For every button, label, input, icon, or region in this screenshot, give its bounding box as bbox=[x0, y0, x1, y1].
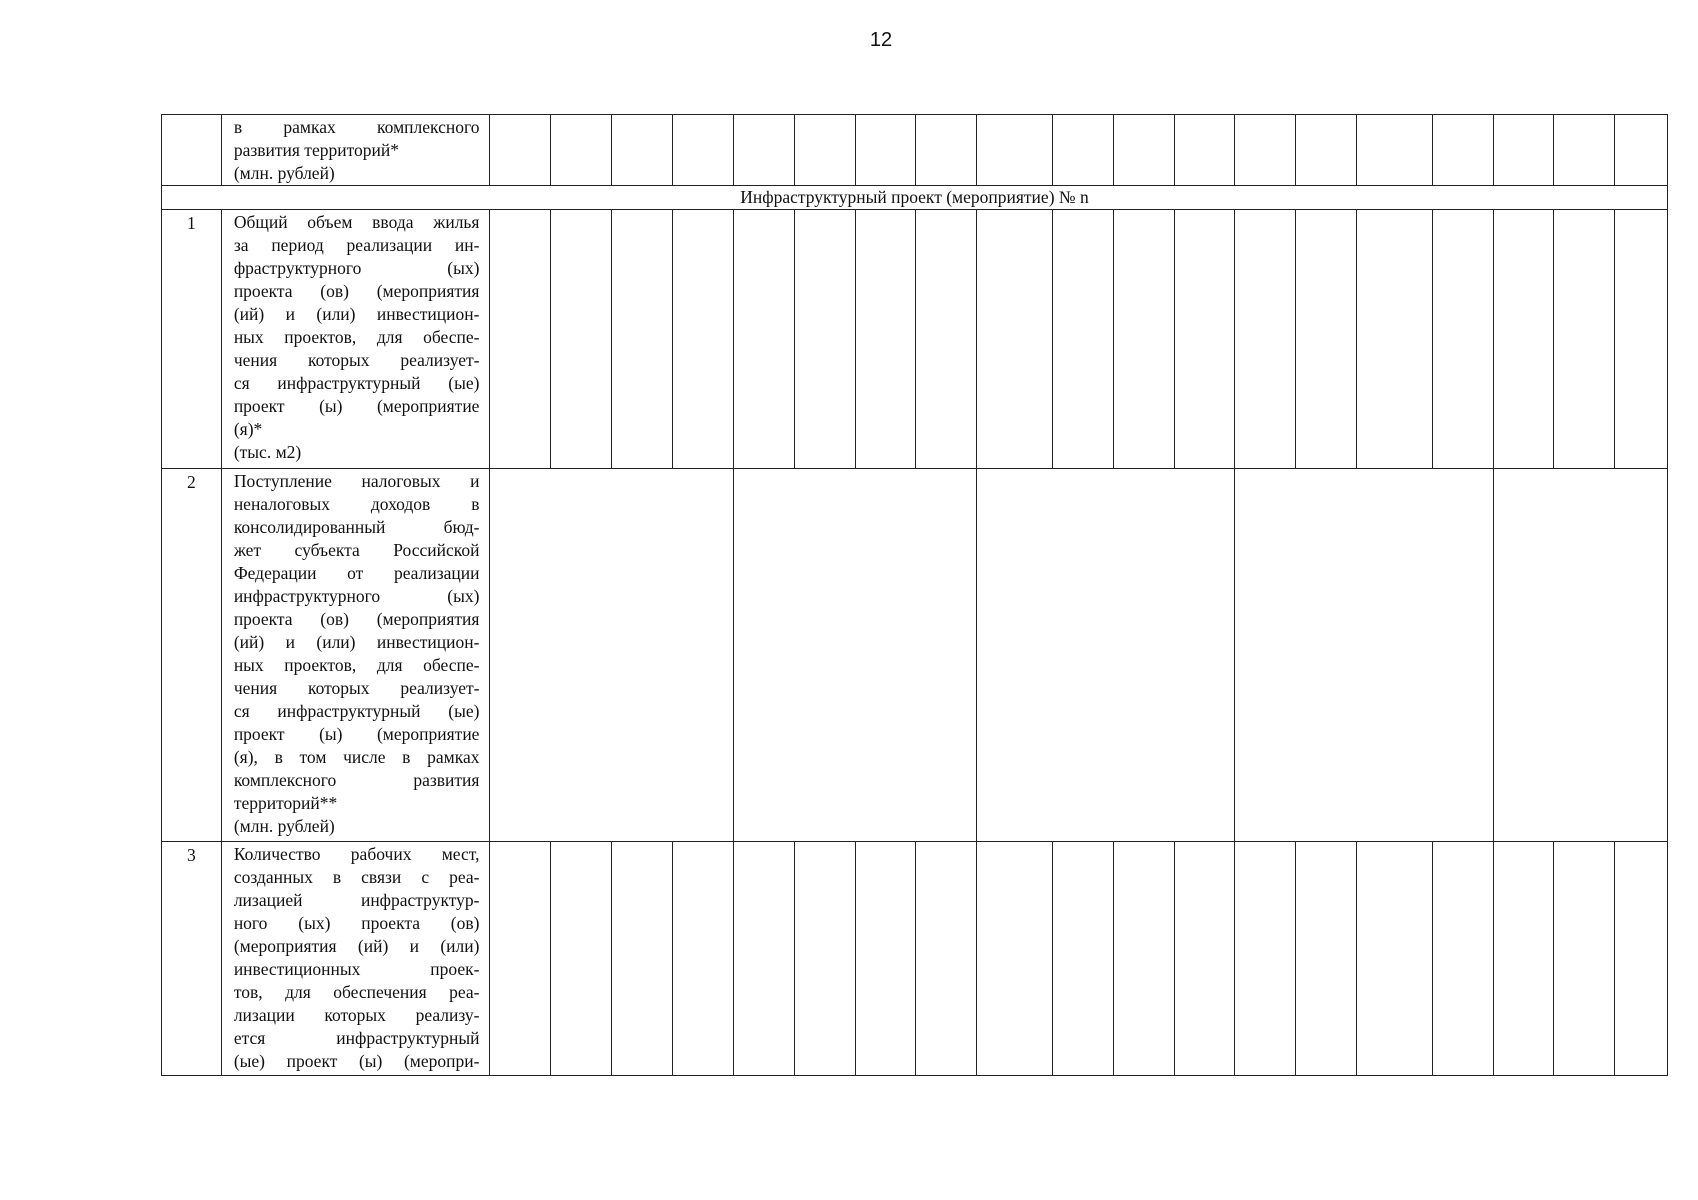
value-cell bbox=[794, 115, 855, 186]
row-label-line: (я), в том числе в рамках bbox=[233, 747, 480, 767]
value-cell bbox=[733, 842, 794, 1076]
value-cell bbox=[733, 210, 794, 469]
row-label-line: Федерации от реализации bbox=[233, 563, 480, 583]
value-cell bbox=[977, 842, 1053, 1076]
row-label bbox=[221, 842, 490, 1076]
value-cell bbox=[673, 210, 734, 469]
value-cell bbox=[855, 115, 916, 186]
row-label-line: созданных в связи с реа- bbox=[233, 867, 480, 887]
value-cell bbox=[1615, 115, 1668, 186]
row-label-line: инфраструктурного (ых) bbox=[233, 586, 480, 606]
row-label-line: Общий объем ввода жилья bbox=[233, 212, 480, 232]
row-label-line: в рамках комплексного bbox=[233, 117, 480, 137]
table-row bbox=[162, 469, 1668, 842]
value-cell bbox=[1493, 210, 1554, 469]
row-label-line: ся инфраструктурный (ые) bbox=[233, 701, 480, 721]
value-cell bbox=[612, 115, 673, 186]
value-cell bbox=[1554, 210, 1615, 469]
row-label-line: неналоговых доходов в bbox=[233, 494, 480, 514]
value-cell bbox=[1113, 842, 1174, 1076]
row-label-line: тов, для обеспечения реа- bbox=[233, 982, 480, 1002]
value-cell bbox=[612, 842, 673, 1076]
row-label-line: проект (ы) (мероприятие bbox=[233, 724, 480, 744]
row-label-line: (ые) проект (ы) (меропри- bbox=[233, 1051, 480, 1071]
row-label-line: (тыс. м2) bbox=[233, 442, 302, 462]
row-number: 1 bbox=[162, 210, 222, 469]
value-cell bbox=[1174, 842, 1235, 1076]
value-cell bbox=[916, 210, 977, 469]
row-label-line: чения которых реализует- bbox=[233, 350, 480, 370]
value-cell bbox=[916, 842, 977, 1076]
row-label-line: (млн. рублей) bbox=[233, 163, 335, 183]
value-cell bbox=[1113, 210, 1174, 469]
value-cell bbox=[1113, 115, 1174, 186]
value-cell bbox=[1052, 115, 1113, 186]
row-label-line: ется инфраструктурный bbox=[233, 1028, 480, 1048]
row-label-line: инвестиционных проек- bbox=[233, 959, 480, 979]
value-cell bbox=[673, 115, 734, 186]
merged-value-cell bbox=[733, 469, 976, 842]
row-number: 3 bbox=[162, 842, 222, 1076]
row-label-line: ных проектов, для обеспе- bbox=[233, 327, 480, 347]
value-cell bbox=[733, 115, 794, 186]
value-cell bbox=[1235, 842, 1296, 1076]
row-label-line: жет субъекта Российской bbox=[233, 540, 480, 560]
value-cell bbox=[1235, 115, 1296, 186]
row-label-line: ся инфраструктурный (ые) bbox=[233, 373, 480, 393]
row-label-line: проекта (ов) (мероприятия bbox=[233, 609, 480, 629]
value-cell bbox=[1296, 115, 1357, 186]
value-cell bbox=[1432, 115, 1493, 186]
value-cell bbox=[1235, 210, 1296, 469]
row-label-line: территорий** bbox=[233, 793, 338, 813]
indicators-table bbox=[161, 114, 1668, 1076]
value-cell bbox=[1357, 842, 1433, 1076]
row-label-line: ного (ых) проекта (ов) bbox=[233, 913, 480, 933]
row-label-line: Поступление налоговых и bbox=[233, 471, 480, 491]
row-label-line: лизации которых реализу- bbox=[233, 1005, 480, 1025]
merged-value-cell bbox=[977, 469, 1235, 842]
value-cell bbox=[1493, 842, 1554, 1076]
row-label-line: фраструктурного (ых) bbox=[233, 258, 480, 278]
value-cell bbox=[673, 842, 734, 1076]
value-cell bbox=[794, 210, 855, 469]
value-cell bbox=[1052, 842, 1113, 1076]
row-label-line: (млн. рублей) bbox=[233, 816, 335, 836]
value-cell bbox=[1432, 842, 1493, 1076]
row-label-line: ных проектов, для обеспе- bbox=[233, 655, 480, 675]
value-cell bbox=[977, 210, 1053, 469]
row-label bbox=[221, 469, 490, 842]
value-cell bbox=[490, 210, 551, 469]
value-cell bbox=[551, 115, 612, 186]
row-label-line: комплексного развития bbox=[233, 770, 480, 790]
section-header-row bbox=[162, 186, 1668, 210]
row-label-line: (я)* bbox=[233, 419, 263, 439]
value-cell bbox=[1052, 210, 1113, 469]
table-row bbox=[162, 842, 1668, 1076]
merged-value-cell bbox=[490, 469, 733, 842]
row-label-line: (ий) и (или) инвестицион- bbox=[233, 632, 480, 652]
value-cell bbox=[612, 210, 673, 469]
value-cell bbox=[1432, 210, 1493, 469]
table-row bbox=[162, 210, 1668, 469]
value-cell bbox=[490, 842, 551, 1076]
value-cell bbox=[1296, 842, 1357, 1076]
value-cell bbox=[855, 842, 916, 1076]
value-cell bbox=[551, 210, 612, 469]
page-number: 12 bbox=[869, 29, 893, 51]
row-label-line: лизацией инфраструктур- bbox=[233, 890, 480, 910]
value-cell bbox=[1493, 115, 1554, 186]
value-cell bbox=[1615, 842, 1668, 1076]
row-label-line: чения которых реализует- bbox=[233, 678, 480, 698]
value-cell bbox=[1554, 115, 1615, 186]
row-label bbox=[221, 115, 490, 186]
row-number: 2 bbox=[162, 469, 222, 842]
row-label-line: консолидированный бюд- bbox=[233, 517, 480, 537]
row-label bbox=[221, 210, 490, 469]
row-label-line: проекта (ов) (мероприятия bbox=[233, 281, 480, 301]
value-cell bbox=[551, 842, 612, 1076]
value-cell bbox=[977, 115, 1053, 186]
row-number bbox=[162, 115, 222, 186]
row-label-line: развития территорий* bbox=[233, 140, 399, 160]
value-cell bbox=[916, 115, 977, 186]
value-cell bbox=[794, 842, 855, 1076]
value-cell bbox=[1174, 210, 1235, 469]
row-label-line: Количество рабочих мест, bbox=[233, 844, 480, 864]
value-cell bbox=[490, 115, 551, 186]
value-cell bbox=[1357, 115, 1433, 186]
row-label-line: (ий) и (или) инвестицион- bbox=[233, 304, 480, 324]
value-cell bbox=[1357, 210, 1433, 469]
value-cell bbox=[855, 210, 916, 469]
table-row-continued bbox=[162, 115, 1668, 186]
merged-value-cell bbox=[1493, 469, 1667, 842]
value-cell bbox=[1174, 115, 1235, 186]
row-label-line: проект (ы) (мероприятие bbox=[233, 396, 480, 416]
row-label-line: (мероприятия (ий) и (или) bbox=[233, 936, 480, 956]
value-cell bbox=[1554, 842, 1615, 1076]
row-label-line: за период реализации ин- bbox=[233, 235, 480, 255]
merged-value-cell bbox=[1235, 469, 1493, 842]
value-cell bbox=[1296, 210, 1357, 469]
value-cell bbox=[1615, 210, 1668, 469]
section-title: Инфраструктурный проект (мероприятие) № n bbox=[162, 186, 1668, 210]
